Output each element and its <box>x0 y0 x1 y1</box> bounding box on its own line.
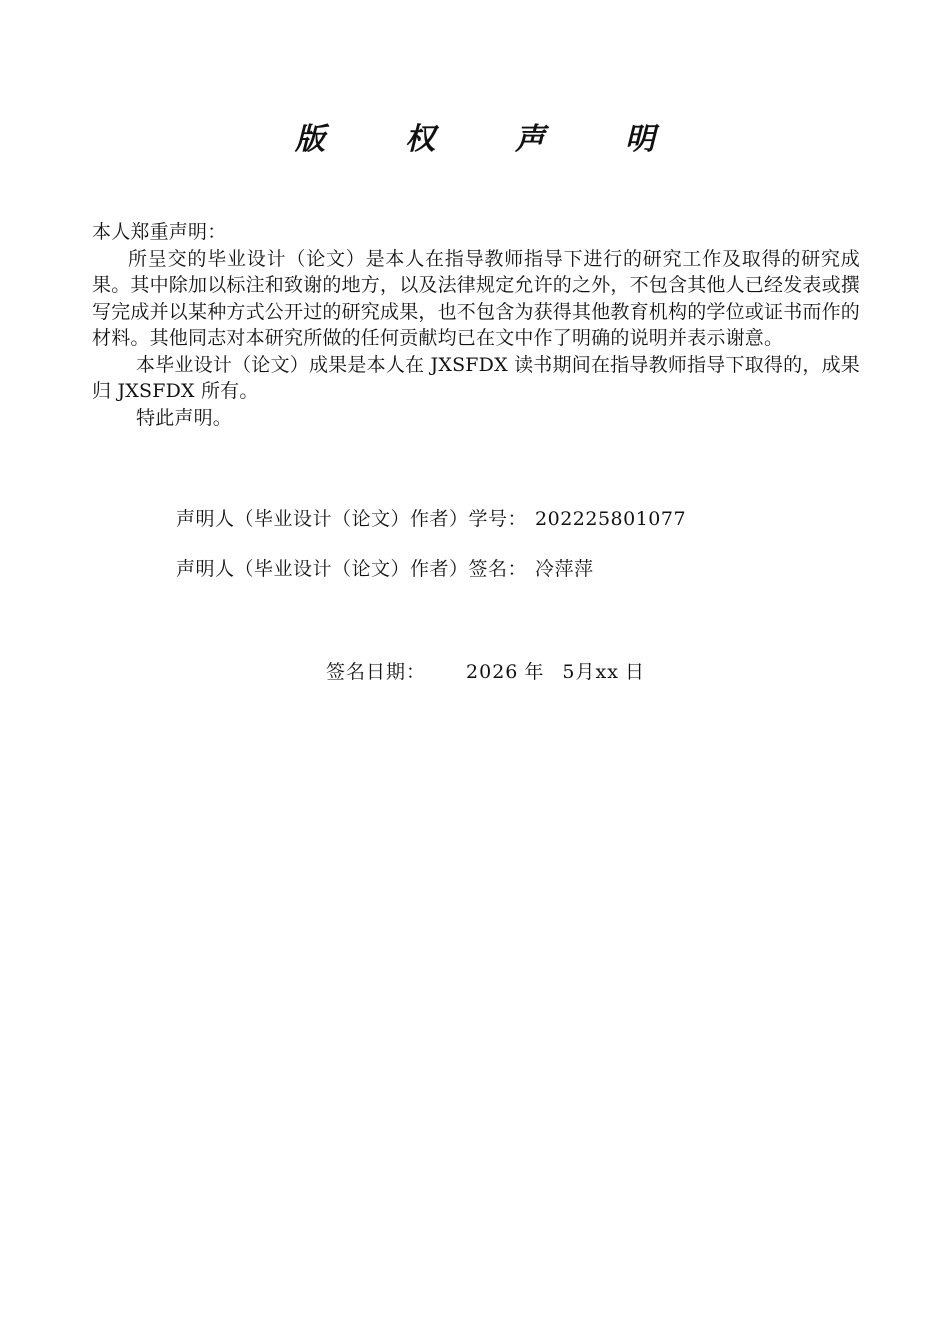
page-title <box>0 118 950 162</box>
greeting: 本人郑重声明： <box>92 221 227 243</box>
signature-date-row <box>326 658 645 686</box>
date-month-unit: 月 <box>575 661 596 683</box>
student-id-value: 202225801077 <box>535 508 687 530</box>
student-id-label: 声明人（毕业设计（论文）作者）学号： <box>176 508 528 530</box>
date-label: 签名日期： <box>326 661 427 683</box>
signature-label: 声明人（毕业设计（论文）作者）签名： <box>176 558 528 580</box>
date-month: 5 <box>562 661 576 683</box>
paragraph-ownership: 本毕业设计（论文）成果是本人在 JXSFDX 读书期间在指导教师指导下取得的，成果归 JXSFDX 所有。 <box>92 353 860 402</box>
title-char: 版 <box>295 122 325 157</box>
title-char: 权 <box>405 122 435 157</box>
declaration-body <box>92 219 860 431</box>
date-year: 2026 <box>466 661 519 683</box>
student-id-row <box>176 505 686 533</box>
signature-value: 冷萍萍 <box>535 558 594 580</box>
title-char: 声 <box>515 122 545 157</box>
date-day: xx <box>595 661 619 683</box>
closing-statement: 特此声明。 <box>136 406 233 429</box>
paragraph-originality: 所呈交的毕业设计（论文）是本人在指导教师指导下进行的研究工作及取得的研究成果。其中除加以标注和致谢的地方，以及法律规定允许的之外，不包含其他人已经发表或撰写完成并以某种方式公开过的研究成果，也不包含为获得其他教育机构的学位或证书而作的材料。其他同志对本研究所做的任何贡献均已在文中作了明确的说明并表示谢意。 <box>92 247 861 349</box>
date-day-unit: 日 <box>624 661 645 683</box>
title-char: 明 <box>625 122 655 157</box>
signature-row <box>176 555 594 583</box>
date-year-unit: 年 <box>524 661 545 683</box>
